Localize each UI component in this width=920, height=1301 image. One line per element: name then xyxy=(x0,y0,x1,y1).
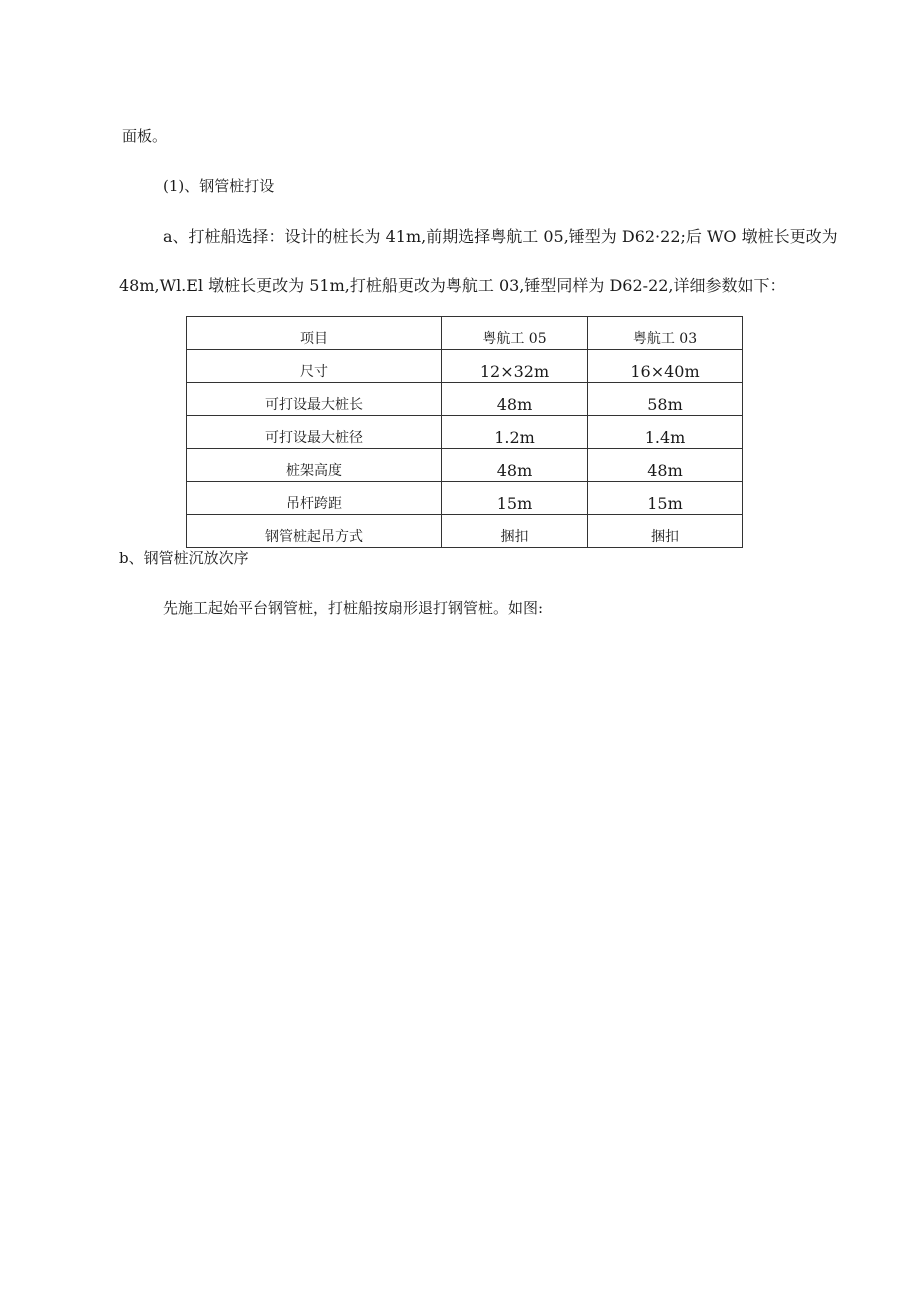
table-cell: 15m xyxy=(588,482,743,515)
table-row xyxy=(187,515,743,548)
table-cell: 钢管桩起吊方式 xyxy=(187,515,442,548)
table-cell: 12×32m xyxy=(442,350,588,383)
table-row xyxy=(187,482,743,515)
table-cell: 捆扣 xyxy=(588,515,743,548)
paragraph-pile-vessel-selection-line2: 48m,Wl.El 墩桩长更改为 51m,打桩船更改为粤航工 03,锤型同样为 D62-22,详细参数如下： xyxy=(119,276,786,295)
table-header-cell: 项目 xyxy=(187,317,442,350)
table-cell: 1.2m xyxy=(442,416,588,449)
table-header-cell: 粤航工 05 xyxy=(442,317,588,350)
table-cell: 可打设最大桩长 xyxy=(187,383,442,416)
section-heading-pile-sinking-order: b、钢管桩沉放次序 xyxy=(119,549,249,567)
table-cell: 16×40m xyxy=(588,350,743,383)
table-row xyxy=(187,449,743,482)
table-row xyxy=(187,350,743,383)
table-cell: 48m xyxy=(588,449,743,482)
table-row xyxy=(187,383,743,416)
table-header-cell: 粤航工 03 xyxy=(588,317,743,350)
table-row xyxy=(187,416,743,449)
table-cell: 捆扣 xyxy=(442,515,588,548)
table-cell: 桩架高度 xyxy=(187,449,442,482)
table-header-row xyxy=(187,317,743,350)
paragraph-continuation: 面板。 xyxy=(122,127,168,145)
paragraph-pile-vessel-selection-line1: a、打桩船选择：设计的桩长为 41m,前期选择粤航工 05,锤型为 D62·22;后 WO 墩桩长更改为 xyxy=(163,227,838,246)
table-cell: 尺寸 xyxy=(187,350,442,383)
paragraph-pile-sinking-order: 先施工起始平台钢管桩，打桩船按扇形退打钢管桩。如图: xyxy=(163,599,544,617)
table-cell: 15m xyxy=(442,482,588,515)
pile-vessel-parameters-table xyxy=(186,316,743,548)
table-cell: 58m xyxy=(588,383,743,416)
table-cell: 1.4m xyxy=(588,416,743,449)
table-cell: 48m xyxy=(442,383,588,416)
table-cell: 可打设最大桩径 xyxy=(187,416,442,449)
table-cell: 吊杆跨距 xyxy=(187,482,442,515)
section-heading-steel-pipe-pile-driving: (1)、钢管桩打设 xyxy=(163,177,275,195)
table-cell: 48m xyxy=(442,449,588,482)
